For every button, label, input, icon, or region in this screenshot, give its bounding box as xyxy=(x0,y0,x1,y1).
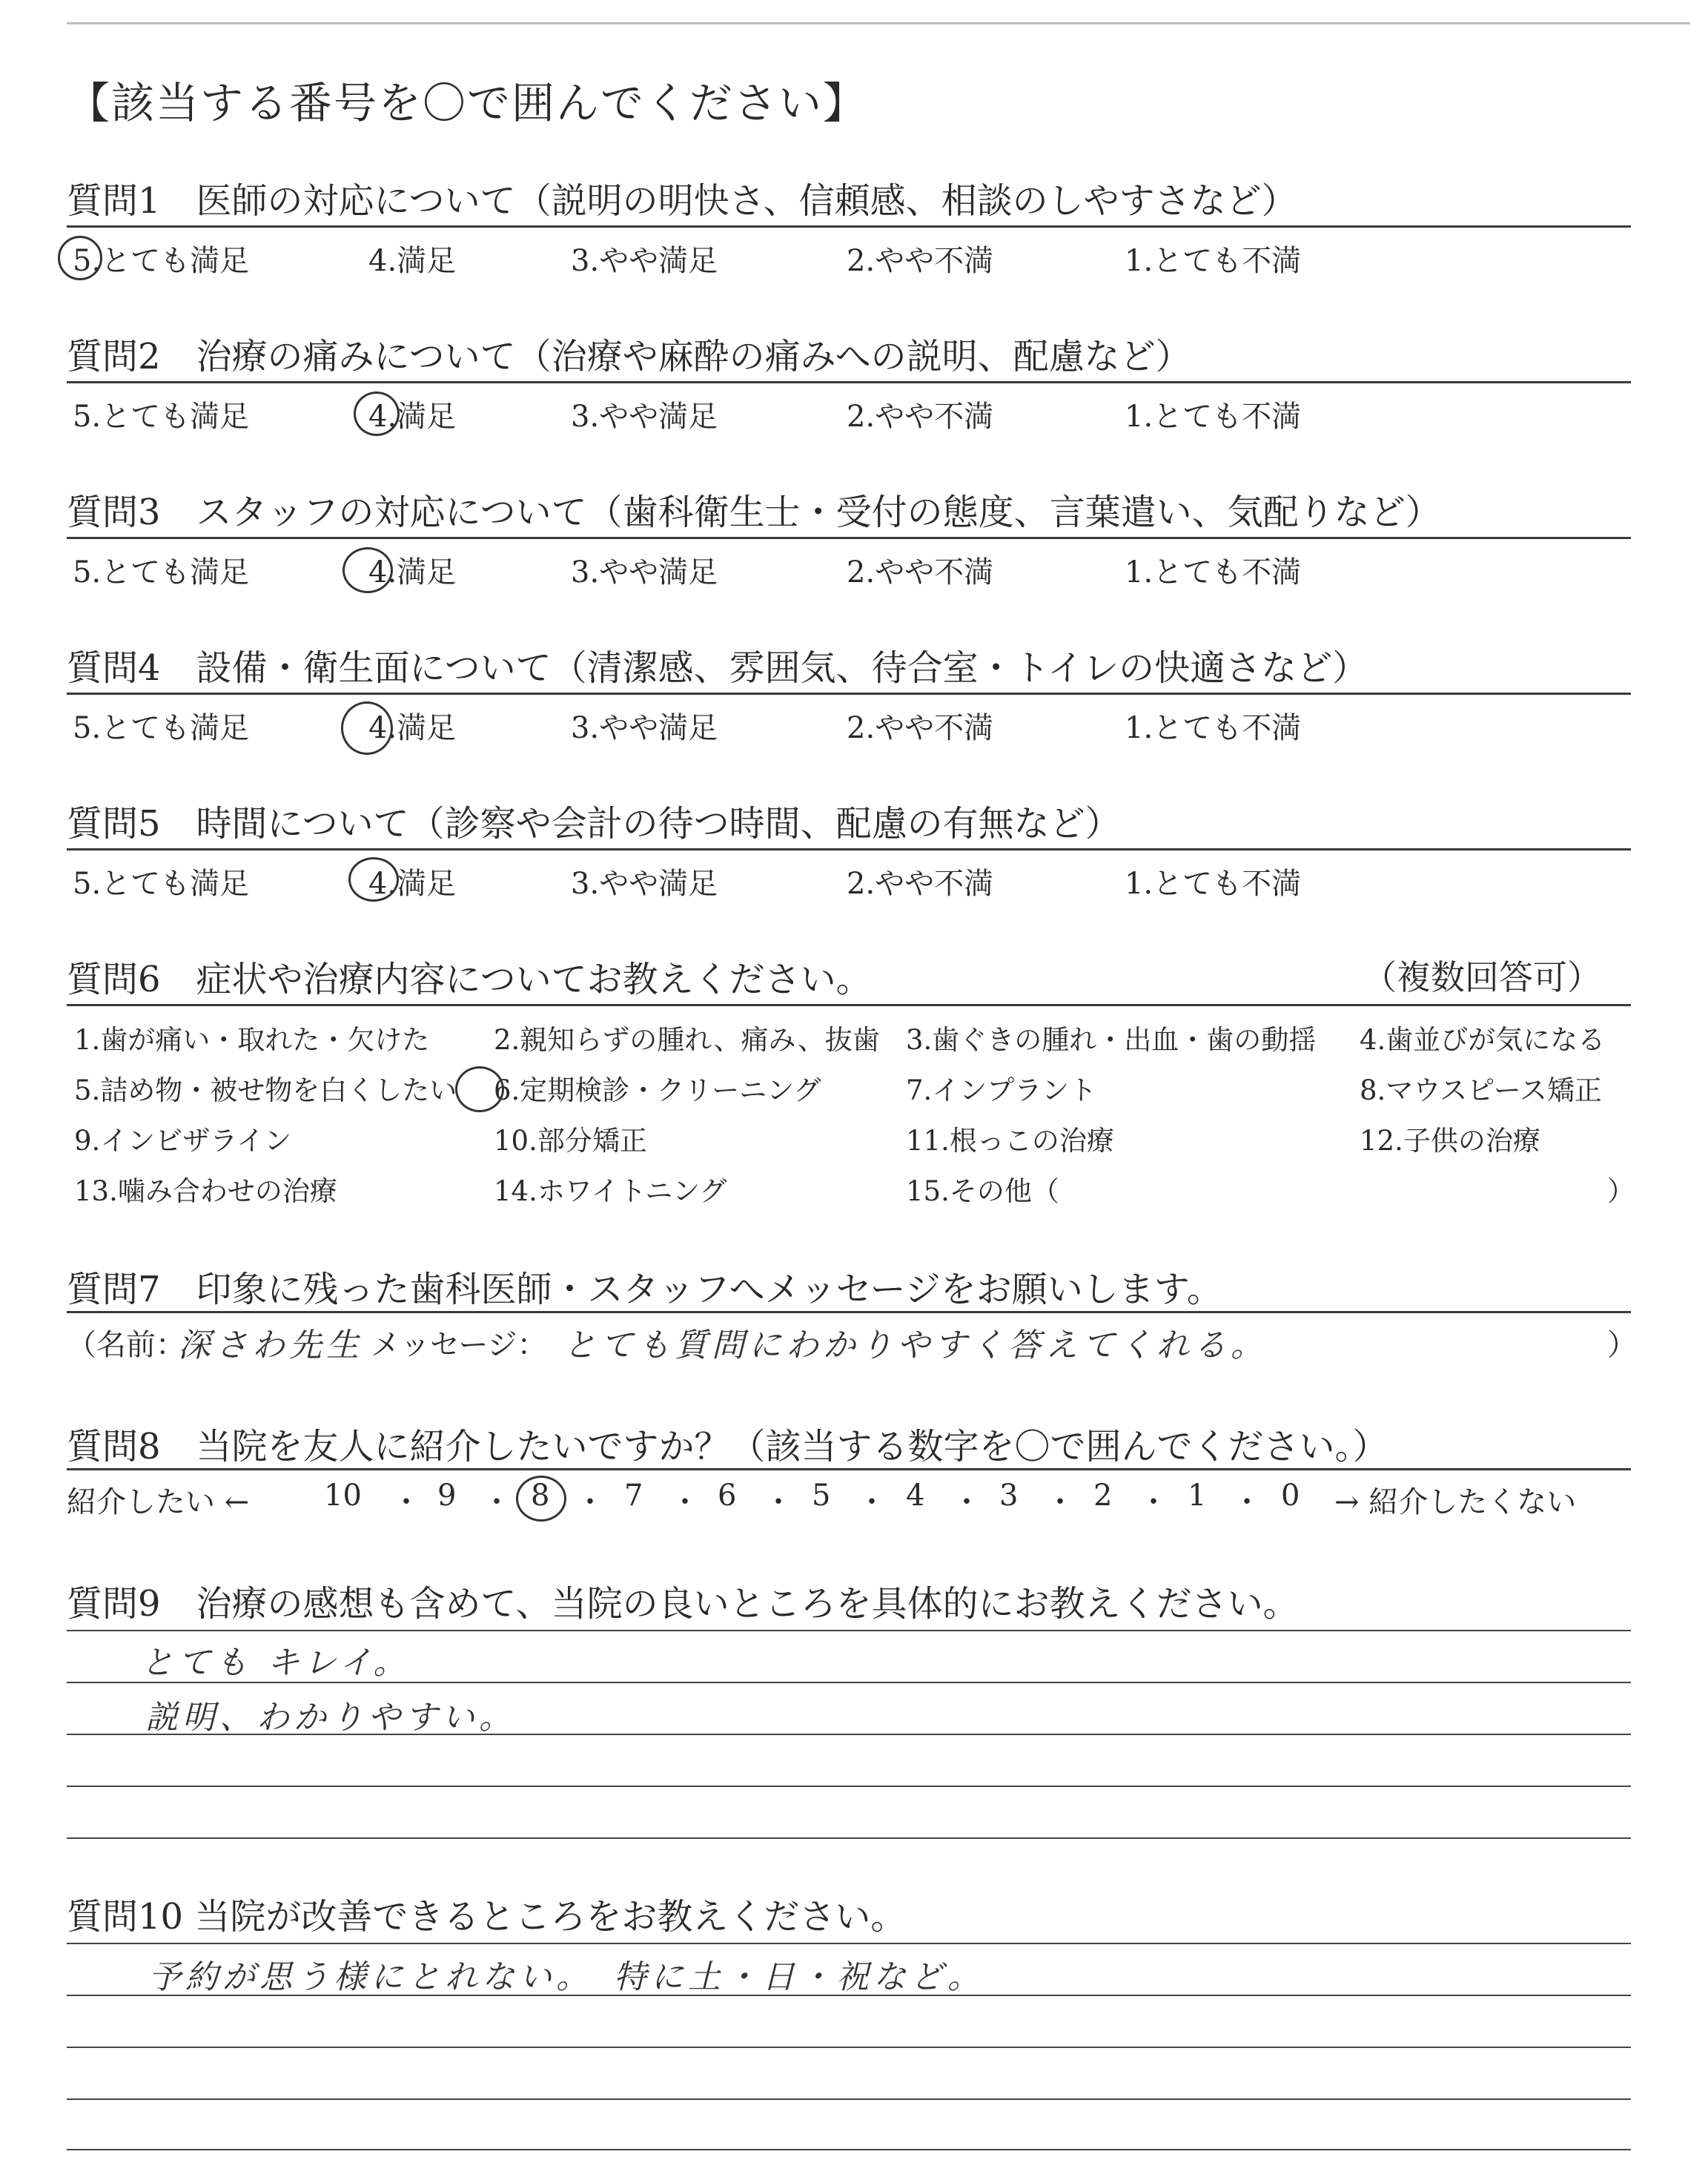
q10-answer-line-1[interactable]: 予約が思う様にとれない。 特に土・日・祝など。 xyxy=(148,1958,984,1996)
q2-option-3[interactable]: 3.やや満足 xyxy=(571,400,718,434)
q6-selection-circle xyxy=(455,1066,504,1112)
q6-option-10[interactable]: 10.部分矯正 xyxy=(494,1125,647,1157)
q6-note: （複数回答可） xyxy=(1363,957,1601,997)
q7-message-label: メッセージ： xyxy=(371,1328,547,1362)
q8-title: 質問8 当院を友人に紹介したいですか？（該当する数字を〇で囲んでください。） xyxy=(67,1426,1388,1467)
q9-writing-line xyxy=(67,1786,1631,1787)
q6-option-6[interactable]: 6.定期検診・クリーニング xyxy=(494,1074,821,1106)
q8-dot: ・ xyxy=(1139,1485,1168,1519)
q6-option-4[interactable]: 4.歯並びが気になる xyxy=(1360,1024,1606,1056)
q1-rule xyxy=(67,225,1631,228)
q6-option-11[interactable]: 11.根っこの治療 xyxy=(906,1125,1114,1157)
q3-rule xyxy=(67,537,1631,539)
q6-option-9[interactable]: 9.インビザライン xyxy=(74,1125,292,1157)
q2-option-5[interactable]: 5.とても満足 xyxy=(73,400,250,434)
q3-option-5[interactable]: 5.とても満足 xyxy=(73,555,250,589)
q3-option-4[interactable]: 4.満足 xyxy=(368,555,457,589)
q9-writing-line xyxy=(67,1837,1631,1839)
q7-name-value[interactable]: 深さわ先生 xyxy=(178,1327,363,1364)
q10-title: 質問10 当院が改善できるところをお教えください。 xyxy=(67,1896,907,1938)
q7-close: ） xyxy=(1607,1328,1637,1362)
q1-option-4[interactable]: 4.満足 xyxy=(368,244,457,278)
q8-scale-1[interactable]: 1 xyxy=(1188,1479,1207,1513)
q1-option-5[interactable]: 5.とても満足 xyxy=(73,244,250,278)
q10-writing-line xyxy=(67,2098,1631,2100)
q9-writing-line xyxy=(67,1630,1631,1631)
q3-option-2[interactable]: 2.やや不満 xyxy=(847,555,994,589)
q5-option-1[interactable]: 1.とても不満 xyxy=(1125,867,1302,901)
q2-option-4[interactable]: 4.満足 xyxy=(368,400,457,434)
q1-title: 質問1 医師の対応について（説明の明快さ、信頼感、相談のしやすさなど） xyxy=(67,180,1297,222)
q5-option-3[interactable]: 3.やや満足 xyxy=(571,867,718,901)
q8-scale-3[interactable]: 3 xyxy=(999,1479,1019,1513)
q8-scale-9[interactable]: 9 xyxy=(437,1479,457,1513)
q4-option-5[interactable]: 5.とても満足 xyxy=(73,711,250,745)
q3-option-3[interactable]: 3.やや満足 xyxy=(571,555,718,589)
q6-other-close: ） xyxy=(1607,1175,1635,1207)
q5-selection-circle xyxy=(348,857,399,902)
q2-rule xyxy=(67,381,1631,383)
q4-option-1[interactable]: 1.とても不満 xyxy=(1125,711,1302,745)
q8-dot: ・ xyxy=(857,1485,887,1519)
top-border xyxy=(67,22,1690,24)
q6-option-14[interactable]: 14.ホワイトニング xyxy=(494,1175,727,1207)
q8-dot: ・ xyxy=(952,1485,982,1519)
q7-rule xyxy=(67,1311,1631,1313)
q4-option-2[interactable]: 2.やや不満 xyxy=(847,711,994,745)
q8-rule xyxy=(67,1468,1631,1470)
q4-selection-circle xyxy=(341,701,393,755)
q8-scale-0[interactable]: 0 xyxy=(1281,1479,1300,1513)
q6-option-2[interactable]: 2.親知らずの腫れ、痛み、抜歯 xyxy=(494,1024,880,1056)
q8-dot: ・ xyxy=(575,1485,605,1519)
q6-option-15[interactable]: 15.その他（ xyxy=(906,1175,1059,1207)
q4-title: 質問4 設備・衛生面について（清潔感、雰囲気、待合室・トイレの快適さなど） xyxy=(67,647,1368,689)
q9-answer-line-1[interactable]: とても キレイ。 xyxy=(141,1644,411,1682)
q8-selection-circle xyxy=(516,1476,566,1522)
q8-right-label: → 紹介したくない xyxy=(1334,1485,1577,1519)
q1-option-3[interactable]: 3.やや満足 xyxy=(571,244,718,278)
q6-title: 質問6 症状や治療内容についてお教えください。 xyxy=(67,959,872,1000)
q2-selection-circle xyxy=(354,392,400,436)
q5-rule xyxy=(67,848,1631,851)
q8-dot: ・ xyxy=(482,1485,512,1519)
q5-option-4[interactable]: 4.満足 xyxy=(368,867,457,901)
q8-left-label: 紹介したい ← xyxy=(67,1485,250,1519)
q8-scale-5[interactable]: 5 xyxy=(812,1479,831,1513)
q6-option-8[interactable]: 8.マウスピース矯正 xyxy=(1360,1074,1602,1106)
q2-option-1[interactable]: 1.とても不満 xyxy=(1125,400,1302,434)
q1-selection-circle xyxy=(58,236,102,280)
q10-writing-line xyxy=(67,2149,1631,2150)
q4-rule xyxy=(67,693,1631,695)
q8-scale-10[interactable]: 10 xyxy=(324,1479,362,1513)
q8-dot: ・ xyxy=(1232,1485,1262,1519)
q2-title: 質問2 治療の痛みについて（治療や麻酔の痛みへの説明、配慮など） xyxy=(67,336,1191,377)
q7-name-label: （名前： xyxy=(67,1328,185,1362)
q5-option-5[interactable]: 5.とても満足 xyxy=(73,867,250,901)
q8-dot: ・ xyxy=(764,1485,793,1519)
q6-option-3[interactable]: 3.歯ぐきの腫れ・出血・歯の動揺 xyxy=(906,1024,1317,1056)
q9-title: 質問9 治療の感想も含めて、当院の良いところを具体的にお教えください。 xyxy=(67,1583,1299,1625)
q5-title: 質問5 時間について（診察や会計の待つ時間、配慮の有無など） xyxy=(67,803,1121,845)
q7-message-value[interactable]: とても質問にわかりやすく答えてくれる。 xyxy=(563,1327,1268,1364)
q8-scale-7[interactable]: 7 xyxy=(624,1479,643,1513)
q8-dot: ・ xyxy=(670,1485,700,1519)
q8-scale-2[interactable]: 2 xyxy=(1093,1479,1113,1513)
q3-selection-circle xyxy=(342,547,393,593)
q1-option-2[interactable]: 2.やや不満 xyxy=(847,244,994,278)
q4-option-3[interactable]: 3.やや満足 xyxy=(571,711,718,745)
q6-rule xyxy=(67,1004,1631,1006)
q6-option-1[interactable]: 1.歯が痛い・取れた・欠けた xyxy=(74,1024,430,1056)
q8-dot: ・ xyxy=(391,1485,421,1519)
q6-option-13[interactable]: 13.噛み合わせの治療 xyxy=(74,1175,337,1207)
q1-option-1[interactable]: 1.とても不満 xyxy=(1125,244,1302,278)
q8-scale-6[interactable]: 6 xyxy=(718,1479,737,1513)
form-heading: 【該当する番号を〇で囲んでください】 xyxy=(67,78,868,128)
q8-scale-8[interactable]: 8 xyxy=(531,1479,550,1513)
q6-option-5[interactable]: 5.詰め物・被せ物を白くしたい xyxy=(74,1074,457,1106)
q6-option-7[interactable]: 7.インプラント xyxy=(906,1074,1097,1106)
q10-writing-line xyxy=(67,1943,1631,1944)
q3-title: 質問3 スタッフの対応について（歯科衛生士・受付の態度、言葉遣い、気配りなど） xyxy=(67,492,1441,533)
q3-option-1[interactable]: 1.とても不満 xyxy=(1125,555,1302,589)
q2-option-2[interactable]: 2.やや不満 xyxy=(847,400,994,434)
q10-writing-line xyxy=(67,2047,1631,2048)
q9-answer-line-2[interactable]: 説明、わかりやすい。 xyxy=(145,1699,516,1737)
q5-option-2[interactable]: 2.やや不満 xyxy=(847,867,994,901)
q6-option-12[interactable]: 12.子供の治療 xyxy=(1360,1125,1540,1157)
q7-title: 質問7 印象に残った歯科医師・スタッフへメッセージをお願いします。 xyxy=(67,1269,1222,1310)
q4-option-4[interactable]: 4.満足 xyxy=(368,711,457,745)
q8-scale-4[interactable]: 4 xyxy=(906,1479,925,1513)
q8-dot: ・ xyxy=(1045,1485,1075,1519)
